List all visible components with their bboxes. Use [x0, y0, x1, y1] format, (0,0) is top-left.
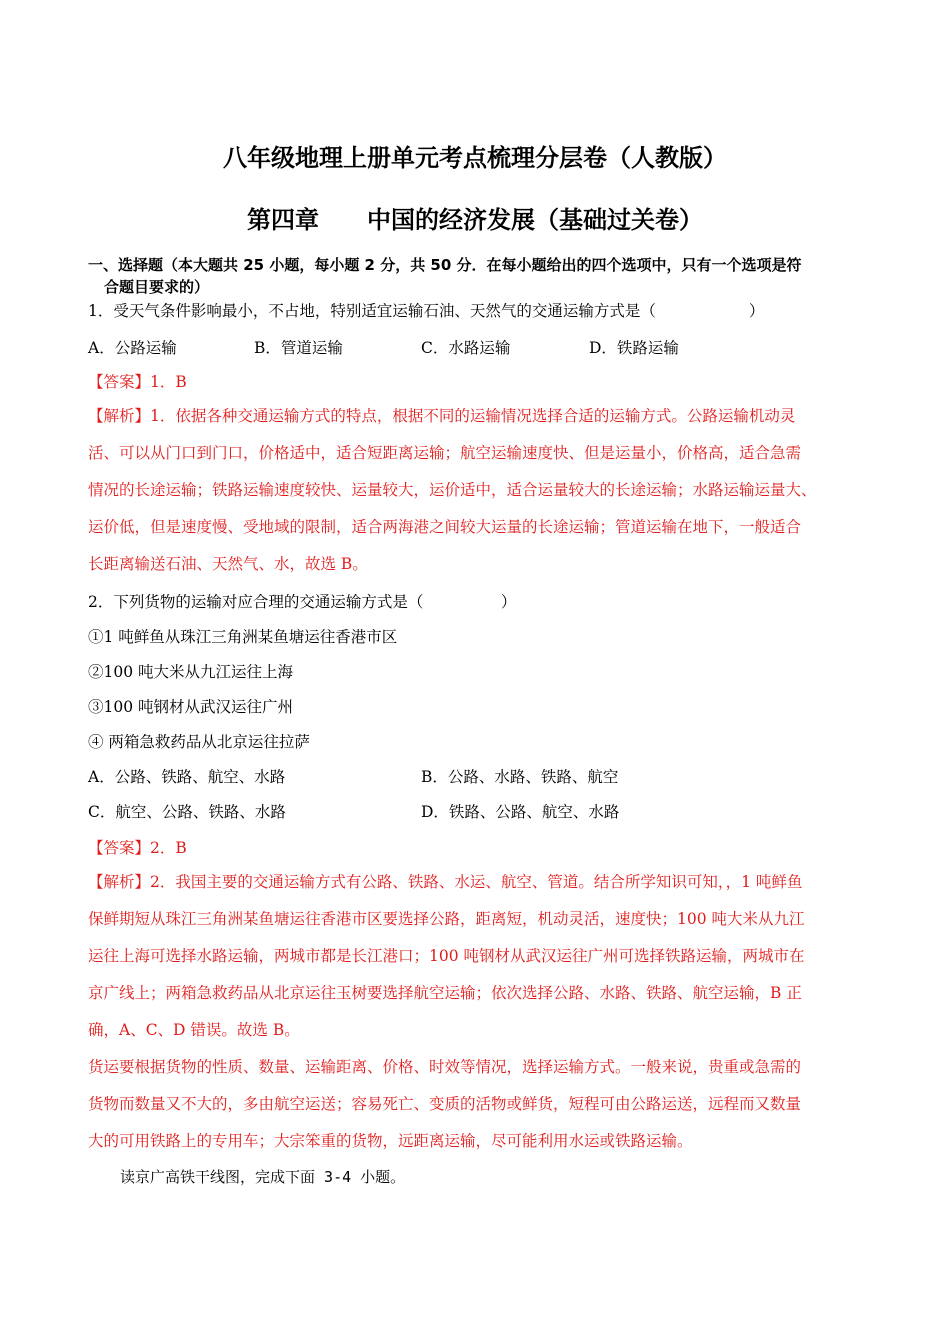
- question-1-stem: 1．受天气条件影响最小，不占地，特别适宜运输石油、天然气的交通运输方式是（ ）: [88, 302, 765, 320]
- question-2-item-2: ②100 吨大米从九江运往上海: [88, 663, 294, 681]
- chapter-title: [0, 200, 950, 235]
- analysis-line: 货运要根据货物的性质、数量、运输距离、价格、时效等情况，选择运输方式。一般来说，贵重或急需的: [88, 1058, 802, 1076]
- analysis-line: 长距离输送石油、天然气、水，故选 B。: [88, 555, 368, 573]
- question-1-analysis: [88, 398, 868, 583]
- question-2-item-4: ④ 两箱急救药品从北京运往拉萨: [88, 733, 310, 751]
- question-2-option-b: B．公路、水路、铁路、航空: [421, 768, 619, 786]
- section-heading: [88, 254, 878, 298]
- question-2-option-a: A．公路、铁路、航空、水路: [88, 768, 286, 786]
- chapter-subtitle: 中国的经济发展（基础过关卷）: [367, 206, 703, 234]
- question-1-answer: 【答案】1．B: [88, 373, 187, 391]
- analysis-line: 情况的长途运输；铁路运输速度较快、运量较大，运价适中，适合运量较大的长途运输；水路运输运量大、: [88, 481, 817, 499]
- chapter-number: 第四章: [247, 206, 319, 234]
- analysis-line: 运往上海可选择水路运输，两城市都是长江港口；100 吨钢材从武汉运往广州可选择铁路运输，两城市在: [88, 947, 805, 965]
- document-title: 八年级地理上册单元考点梳理分层卷（人教版）: [223, 144, 727, 172]
- question-2-analysis: [88, 864, 868, 1160]
- question-2-answer: 【答案】2．B: [88, 839, 187, 857]
- analysis-line: 京广线上；两箱急救药品从北京运往玉树要选择航空运输；依次选择公路、水路、铁路、航空运输，B 正: [88, 984, 802, 1002]
- section-heading-line1: 一、选择题（本大题共 25 小题，每小题 2 分，共 50 分．在每小题给出的四个选项中，只有一个选项是符: [88, 256, 802, 274]
- analysis-line: 确，A、C、D 错误。故选 B。: [88, 1021, 300, 1039]
- question-2-option-c: C．航空、公路、铁路、水路: [88, 803, 286, 821]
- reading-prompt: 读京广高铁干线图，完成下面 3-4 小题。: [120, 1168, 406, 1186]
- analysis-line: 大的可用铁路上的专用车；大宗笨重的货物，远距离运输，尽可能利用水运或铁路运输。: [88, 1132, 693, 1150]
- question-2-option-d: D．铁路、公路、航空、水路: [421, 803, 620, 821]
- question-1-option-d: D．铁路运输: [589, 339, 679, 357]
- question-1-option-b: B．管道运输: [254, 339, 343, 357]
- analysis-line: 【解析】1．依据各种交通运输方式的特点，根据不同的运输情况选择合适的运输方式。公路运输机动灵: [88, 407, 796, 425]
- question-2-item-1: ①1 吨鲜鱼从珠江三角洲某鱼塘运往香港市区: [88, 628, 398, 646]
- question-1-option-c: C．水路运输: [421, 339, 511, 357]
- section-heading-line2: 合题目要求的）: [104, 278, 210, 296]
- analysis-line: 保鲜期短从珠江三角洲某鱼塘运往香港市区要选择公路，距离短，机动灵活，速度快；100 吨大米从九江: [88, 910, 805, 928]
- question-2-item-3: ③100 吨钢材从武汉运往广州: [88, 698, 294, 716]
- analysis-line: 运价低，但是速度慢、受地域的限制，适合两海港之间较大运量的长途运输；管道运输在地下，一般适合: [88, 518, 802, 536]
- analysis-line: 活、可以从门口到门口，价格适中，适合短距离运输；航空运输速度快、但是运量小，价格高，适合急需: [88, 444, 802, 462]
- analysis-line: 【解析】2．我国主要的交通运输方式有公路、铁路、水运、航空、管道。结合所学知识可知，，1 吨鲜鱼: [88, 873, 803, 891]
- question-2-stem: 2．下列货物的运输对应合理的交通运输方式是（ ）: [88, 593, 517, 611]
- question-1-option-a: A．公路运输: [88, 339, 177, 357]
- analysis-line: 货物而数量又不大的，多由航空运送；容易死亡、变质的活物或鲜货，短程可由公路运送，远程而又数量: [88, 1095, 802, 1113]
